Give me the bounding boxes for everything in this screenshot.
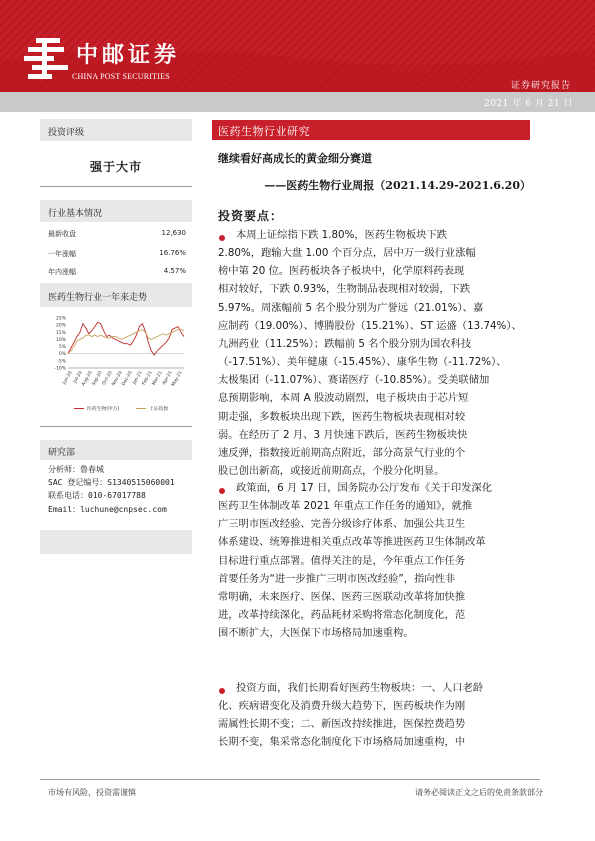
stat-value: 4.57%: [163, 267, 186, 275]
paragraph-policy: [218, 479, 524, 642]
industry-label: 行业基本情况: [48, 209, 103, 219]
china-post-logo-icon: [22, 36, 70, 84]
rating-value: 强于大市: [89, 160, 142, 174]
paragraph-line: 目标进行重点部署。值得关注的是，今年重点工作任务: [218, 554, 466, 567]
paragraph-line: 应制药（19.00%）、博腾股份（15.21%）、ST 运盛（13.74%）、: [218, 319, 522, 332]
paragraph-market: [218, 226, 524, 480]
paragraph-line: 期走强，多数板块出现下跌，医药生物板块表现相对较: [218, 410, 466, 423]
paragraph-line: 本周上证综指下跌 1.80%，医药生物板块下跌: [236, 229, 448, 241]
paragraph-line: 投资方面，我们长期看好医药生物板块：一、人口老龄: [236, 682, 484, 694]
x-tick-label: Dec-20: [121, 370, 134, 387]
y-tick-label: 5%: [58, 345, 66, 351]
legend-label: 上证指数: [149, 407, 169, 412]
paragraph-line: 相对较好，下跌 0.93%，生物制品表现相对较弱，下跌: [218, 283, 471, 296]
footer-disclaimer-right: 请务必阅读正文之后的免责条款部分: [415, 788, 543, 797]
paragraph-investment: [218, 679, 524, 752]
key-points-heading: 投资要点：: [218, 209, 284, 223]
analyst-name: 分析师：鲁春城: [48, 465, 104, 474]
paragraph-line: 化、疾病谱变化及消费升级大趋势下，医药板块作为刚: [218, 700, 466, 713]
paragraph-line: 需属性长期不变；二、新医改持续推进，医保控费趋势: [218, 718, 466, 731]
paragraph-line: 医药卫生体制改革 2021 年重点工作任务的通知》，就推: [218, 500, 473, 513]
paragraph-line: （-17.51%）、美年健康（-15.45%）、康华生物（-11.72%）、: [218, 356, 507, 369]
y-tick-label: -5%: [57, 359, 66, 365]
stat-label: 一年涨幅: [48, 250, 76, 258]
footer-disclaimer-left: 市场有风险，投资需谨慎: [48, 788, 136, 797]
paragraph-line: 九洲药业（11.25%）；跌幅前 5 名个股分别为国农科技: [218, 337, 472, 350]
rating-label: 投资评级: [48, 128, 85, 138]
report-title: 继续看好高成长的黄金细分赛道: [218, 152, 372, 165]
y-tick-label: 10%: [55, 337, 66, 343]
paragraph-line: 常明确，未来医疗、医保、医药三医联动改革将加快推: [218, 590, 466, 603]
divider: [40, 186, 192, 187]
x-tick-label: Nov-20: [111, 370, 124, 387]
x-tick-label: Feb-21: [141, 370, 154, 387]
category-label: 医药生物行业研究: [218, 125, 310, 138]
analyst-email[interactable]: Email：luchune@cnpsec.com: [48, 505, 167, 514]
stat-row: [48, 229, 186, 239]
date-band: [0, 92, 595, 112]
paragraph-line: 榜中第 20 位。医药板块各子板块中，化学原料药表现: [218, 265, 465, 278]
analyst-phone: 联系电话：010-67017788: [48, 491, 146, 500]
logo-english-text: CHINA POST SECURITIES: [72, 72, 170, 81]
paragraph-line: 太极集团（-11.07%）、赛诺医疗（-10.85%）。受美联储加: [218, 374, 490, 387]
x-tick-label: Oct-20: [101, 370, 114, 387]
paragraph-line: 速反弹，指数接近前期高点附近，部分高景气行业的个: [218, 446, 466, 459]
research-label: 研究部: [48, 448, 76, 458]
y-tick-label: 25%: [55, 316, 66, 322]
category-bar: [212, 120, 530, 140]
trend-chart: [44, 312, 188, 416]
trend-label: 医药生物行业一年来走势: [48, 293, 148, 303]
x-tick-label: Jul-20: [73, 370, 84, 385]
y-tick-label: 0%: [58, 352, 66, 358]
paragraph-line: 体系建设、统筹推进相关重点改革等推进医药卫生体制改革: [218, 536, 486, 549]
divider: [40, 426, 192, 427]
paragraph-line: 首要任务为“进一步推广三明市医改经验”，指向性非: [218, 572, 456, 585]
paragraph-line: 围不断扩大，大医保下市场格局加速重构。: [218, 627, 414, 640]
legend-label: 医药生物(申万): [87, 407, 120, 412]
x-tick-label: Jun-20: [62, 370, 74, 386]
stat-label: 年内涨幅: [48, 268, 76, 276]
analyst-sac: SAC 登记编号：S1340515060001: [48, 478, 175, 487]
paragraph-line: 股已创出新高，或接近前期高点，个股分化明显。: [218, 465, 445, 478]
stat-row: [48, 249, 186, 259]
paragraph-line: 广三明市医改经验、完善分级诊疗体系、加强公共卫生: [218, 518, 466, 531]
x-tick-label: May-21: [171, 370, 184, 388]
report-subtitle: ——医药生物行业周报（2021.14.29-2021.6.20）: [264, 179, 531, 192]
stat-label: 最新收盘: [48, 230, 76, 238]
report-date: 2021 年 6 月 21 日: [484, 99, 573, 109]
paragraph-line: 政策面，6 月 17 日，国务院办公厅发布《关于印发深化: [236, 482, 493, 494]
blank-box: [40, 530, 192, 554]
footer-rule: [40, 779, 540, 780]
paragraph-line: 2.80%，跑输大盘 1.00 个百分点，居中万一级行业涨幅: [218, 247, 476, 260]
report-type-label: 证券研究报告: [510, 81, 571, 91]
paragraph-line: 进，改革持续深化，药品耗材采购将常态化制度化，范: [218, 609, 466, 622]
paragraph-line: 弱。在经历了 2 月、3 月快速下跌后，医药生物板块快: [218, 428, 468, 441]
series-line: [68, 322, 184, 355]
x-tick-label: Mar-21: [151, 370, 164, 387]
y-tick-label: 20%: [55, 323, 66, 329]
stat-value: 16.76%: [159, 249, 186, 257]
stat-value: 12,630: [161, 229, 186, 237]
x-tick-label: Sep-20: [91, 370, 104, 387]
report-header: [0, 0, 595, 92]
x-tick-label: Apr-21: [161, 370, 174, 386]
x-tick-label: Jan-21: [132, 370, 144, 386]
paragraph-line: 长期不变，集采常态化制度化下市场格局加速重构，中: [218, 736, 466, 749]
stat-row: [48, 267, 186, 277]
paragraph-line: 息预期影响，本周 A 股波动剧烈，电子板块由于芯片短: [218, 392, 469, 405]
paragraph-line: 5.97%。周涨幅前 5 名个股分别为广誉远（21.01%）、嘉: [218, 301, 484, 314]
x-tick-label: Aug-20: [81, 370, 94, 387]
y-tick-label: -10%: [54, 366, 66, 372]
y-tick-label: 15%: [55, 330, 66, 336]
logo-chinese-text: 中邮证券: [76, 42, 181, 68]
